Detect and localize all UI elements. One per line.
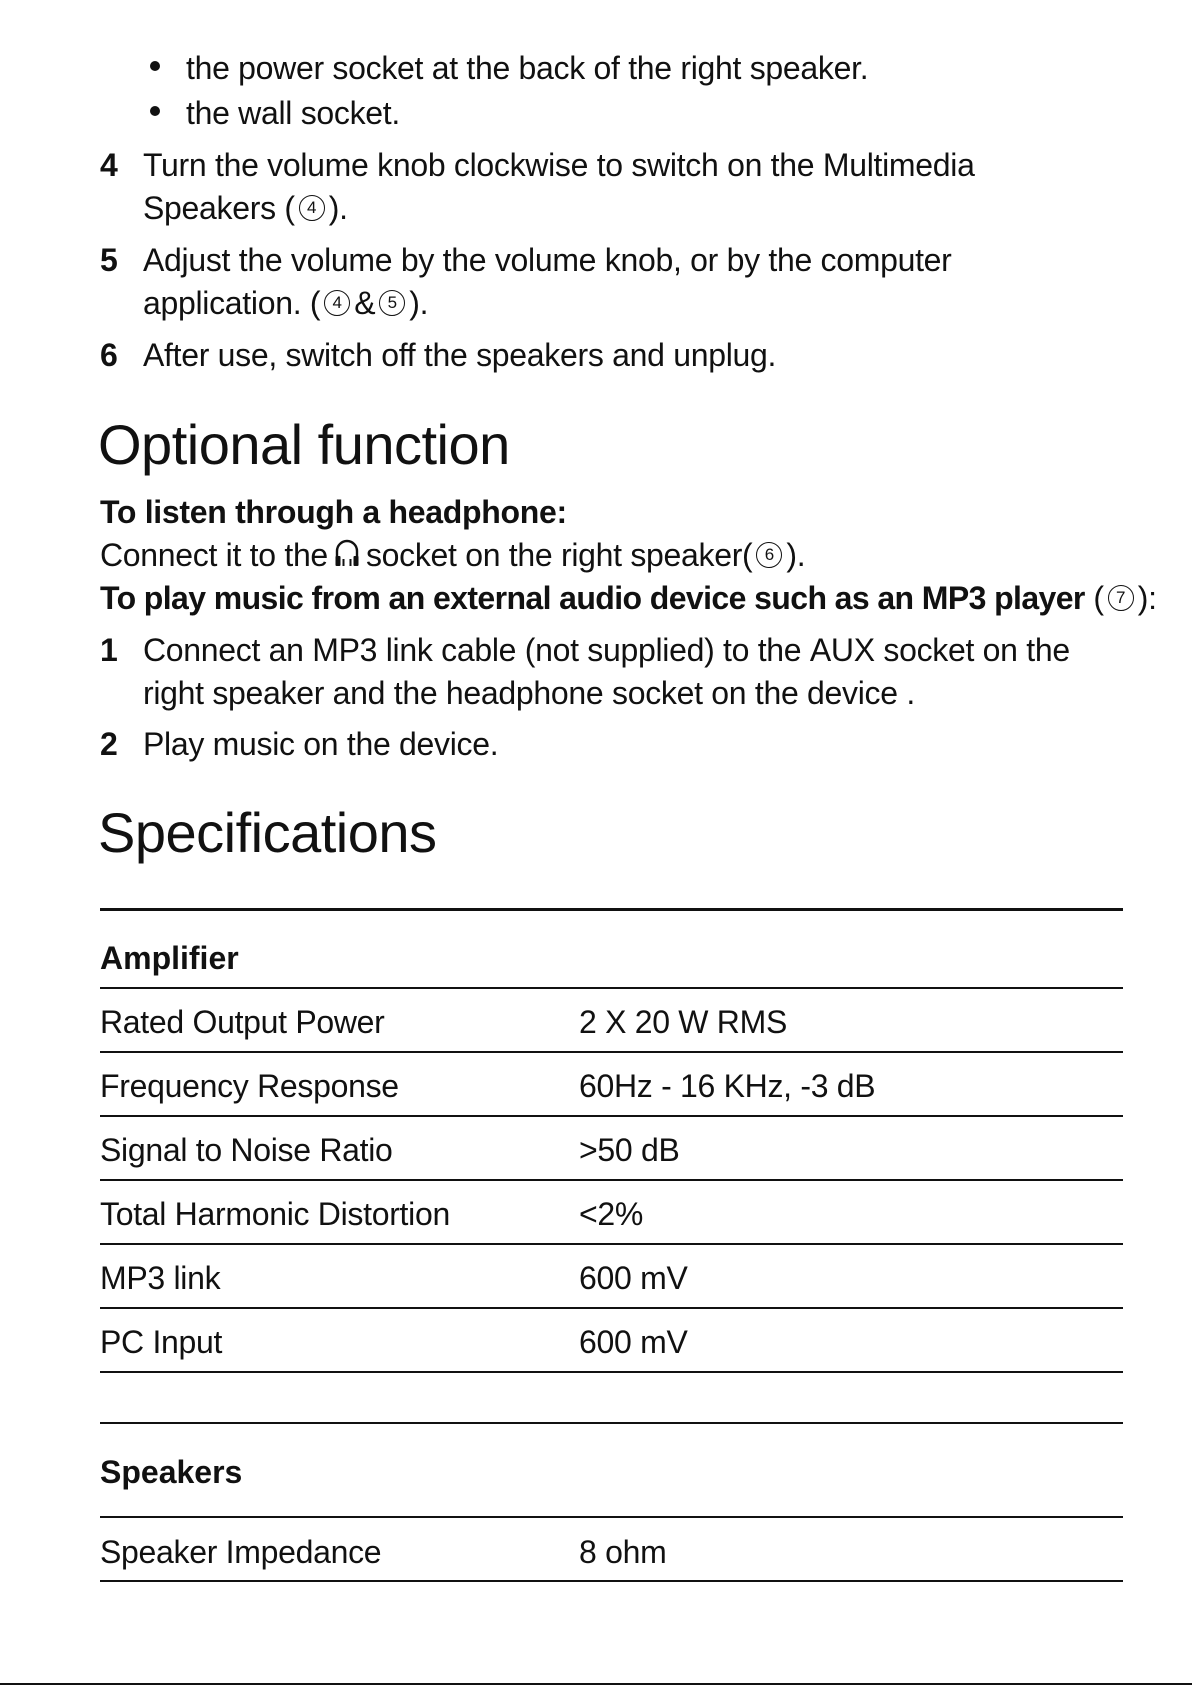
- step-text: After use, switch off the speakers and unplug.: [143, 337, 777, 373]
- section-title-optional: Optional function: [98, 413, 510, 476]
- step-text-mid: &: [354, 285, 376, 321]
- step-text-line2: [143, 283, 428, 323]
- spec-label: Frequency Response: [100, 1068, 399, 1104]
- headphone-heading: To listen through a headphone:: [100, 494, 567, 530]
- section-title-specifications: Specifications: [98, 801, 437, 864]
- step-text: Adjust the volume by the volume knob, or by the computer: [143, 242, 952, 278]
- table-rule: [100, 1115, 1123, 1117]
- spec-value: 2 X 20 W RMS: [579, 1004, 788, 1040]
- step-number: 5: [100, 242, 118, 278]
- step-text-line2: [143, 188, 348, 228]
- table-rule: [100, 1307, 1123, 1309]
- bullet-dot: [150, 106, 160, 116]
- external-close: ):: [1137, 580, 1157, 616]
- step-number: 2: [100, 726, 118, 762]
- step-text: Turn the volume knob clockwise to switch on the Multimedia: [143, 147, 975, 183]
- headphone-post: socket on the right speaker(: [365, 537, 753, 573]
- spec-label: Speaker Impedance: [100, 1534, 382, 1570]
- bullet-dot: [150, 61, 160, 71]
- spec-label: Rated Output Power: [100, 1004, 385, 1040]
- spec-value: <2%: [579, 1196, 644, 1232]
- step-text: Play music on the device.: [143, 726, 499, 762]
- step-number: 1: [100, 632, 118, 668]
- bullet-item: the wall socket.: [186, 95, 400, 131]
- spec-label: MP3 link: [100, 1260, 221, 1296]
- spec-label: Total Harmonic Distortion: [100, 1196, 450, 1232]
- table-rule-bottom: [100, 1371, 1123, 1373]
- spec-value: 60Hz - 16 KHz, -3 dB: [579, 1068, 876, 1104]
- step-text-post: socket on the: [883, 632, 1070, 668]
- external-open: (: [1093, 580, 1104, 616]
- circled-number: 4: [324, 290, 350, 316]
- table-rule-bottom: [100, 1580, 1123, 1582]
- step-text-line2: right speaker and the headphone socket on the device .: [143, 675, 915, 711]
- table-rule-top: [100, 1422, 1123, 1424]
- circled-number: 6: [756, 542, 782, 568]
- bullet-item: the power socket at the back of the right speaker.: [186, 50, 869, 86]
- step-text-post: ).: [409, 285, 429, 321]
- amplifier-title: Amplifier: [100, 940, 239, 976]
- spec-value: 600 mV: [579, 1260, 688, 1296]
- external-heading: To play music from an external audio device such as an MP3 player: [100, 580, 1085, 616]
- step-text-pre: application. (: [143, 285, 321, 321]
- step-number: 4: [100, 147, 118, 183]
- circled-number: 5: [379, 290, 405, 316]
- step-number: 6: [100, 337, 118, 373]
- step-text: [143, 630, 1070, 670]
- headphone-instruction: [100, 535, 805, 575]
- headphone-icon: [334, 537, 360, 567]
- table-rule: [100, 1243, 1123, 1245]
- table-rule: [100, 1516, 1123, 1518]
- spec-label: PC Input: [100, 1324, 223, 1360]
- table-rule: [100, 987, 1123, 989]
- headphone-end: ).: [786, 537, 806, 573]
- spec-value: >50 dB: [579, 1132, 680, 1168]
- headphone-pre: Connect it to the: [100, 537, 328, 573]
- table-rule: [100, 1179, 1123, 1181]
- step-text-post: ).: [328, 190, 348, 226]
- circled-number: 4: [299, 195, 325, 221]
- spec-value: 8 ohm: [579, 1534, 667, 1570]
- step-text-pre: Speakers (: [143, 190, 295, 226]
- aux-label: AUX: [809, 632, 875, 668]
- speakers-title: Speakers: [100, 1454, 243, 1490]
- table-rule-top: [100, 908, 1123, 911]
- table-rule: [100, 1051, 1123, 1053]
- spec-value: 600 mV: [579, 1324, 688, 1360]
- spec-label: Signal to Noise Ratio: [100, 1132, 393, 1168]
- step-text-pre: Connect an MP3 link cable (not supplied) to the: [143, 632, 802, 668]
- external-heading-line: [100, 578, 1157, 618]
- circled-number: 7: [1108, 585, 1134, 611]
